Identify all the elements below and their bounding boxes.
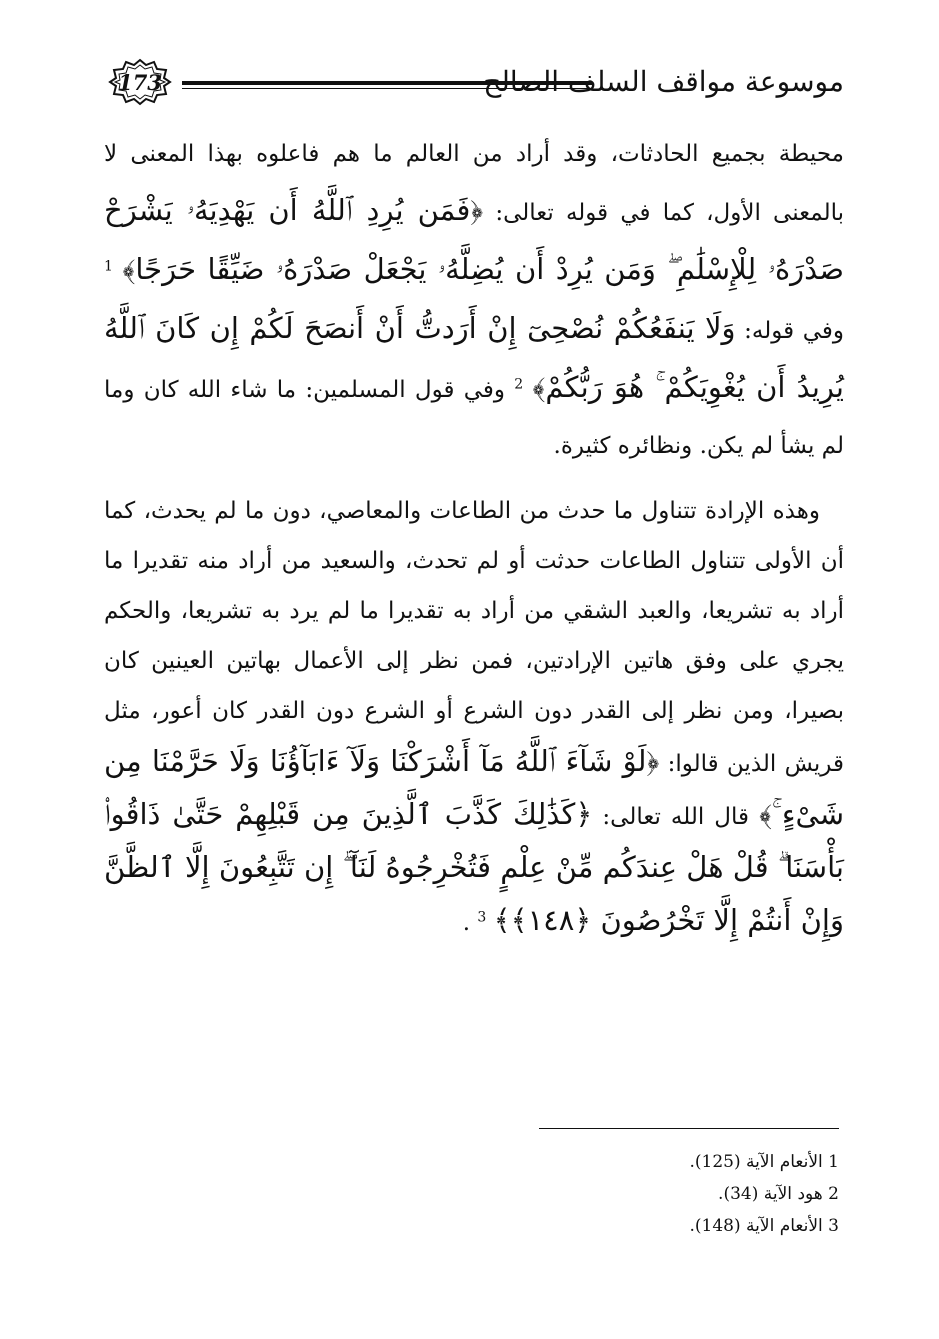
- quran-verse-2: وَلَا يَنفَعُكُمْ نُصْحِىٓ إِنْ أَرَدتُّ أَنْ أَنصَحَ لَكُمْ إِن كَانَ ٱللَّهُ يُرِيدُ أَن يُغْوِيَكُمْ ۚ هُوَ رَبُّكُمْ﴾: [104, 311, 845, 404]
- footnote-separator: [539, 1128, 839, 1129]
- footnote-item: 1 الأنعام الآية (125).: [689, 1152, 839, 1172]
- footnote-reference-2: 2: [514, 376, 524, 393]
- paragraph-2-connector: قال الله تعالى:: [592, 804, 749, 830]
- quran-verse-3: ﴿لَوْ شَآءَ ٱللَّهُ مَآ أَشْرَكْنَا وَلَآ ءَابَآؤُنَا وَلَا حَرَّمْنَا مِن شَىْءٍ ۚ﴾: [104, 744, 845, 831]
- paragraph-2-text: وهذه الإرادة تتناول ما حدث من الطاعات والمعاصي، دون ما لم يحدث، كما أن الأولى تتناول الطاعات حدثت أو لم تحدث، والسعيد من أراد منه تقديرا ما أراد به تشريعا، والعبد الشقي من أراد به تقديرا ما لم يرد به تشريعا، والحكم يجري على وفق هاتين الإرادتين، فمن نظر إلى الأعمال بهاتين العينين كان بصيرا، ومن نظر إلى القدر دون الشرع أو الشرع دون القدر كان أعور، مثل قريش الذين قالوا:: [104, 498, 844, 777]
- footnotes: [539, 1146, 839, 1242]
- quran-verse-4: ﴿كَذَٰلِكَ كَذَّبَ ٱلَّذِينَ مِن قَبْلِهِمْ حَتَّىٰ ذَاقُوا۟ بَأْسَنَا ۗ قُلْ هَلْ عِندَكُم مِّنْ عِلْمٍ فَتُخْرِجُوهُ لَنَآ ۖ إِن تَتَّبِعُونَ إِلَّا ٱلظَّنَّ وَإِنْ أَنتُمْ إِلَّا تَخْرُصُونَ ﴿١٤٨﴾﴾: [104, 797, 844, 937]
- paragraph-1: [104, 126, 844, 474]
- paragraph-2-ending: .: [462, 910, 471, 936]
- page-number-badge: [108, 58, 172, 106]
- footnote-reference-1: 1: [104, 258, 113, 275]
- paragraph-1-intro: محيطة بجميع الحادثات، وقد أراد من العالم ما هم فاعلوه بهذا المعنى لا بالمعنى الأول، كما في قوله تعالى:: [104, 141, 844, 226]
- page-header: [96, 40, 844, 130]
- page-number: 173: [118, 69, 162, 95]
- book-title: موسوعة مواقف السلف الصالح: [483, 65, 844, 98]
- paragraph-2: [104, 486, 844, 948]
- quran-verse-1: ﴿فَمَن يُرِدِ ٱللَّهُ أَن يَهْدِيَهُۥ يَشْرَحْ صَدْرَهُۥ لِلْإِسْلَٰمِ ۖ وَمَن يُرِدْ أَن يُضِلَّهُۥ يَجْعَلْ صَدْرَهُۥ ضَيِّقًا حَرَجًا﴾: [104, 193, 844, 286]
- paragraph-1-ending: وفي قول المسلمين: ما شاء الله كان وما لم يشأ لم يكن. ونظائره كثيرة.: [104, 377, 844, 459]
- paragraph-1-connector: وفي قوله:: [735, 318, 845, 344]
- footnote-item: 2 هود الآية (34).: [718, 1184, 839, 1204]
- footnote-item: 3 الأنعام الآية (148).: [689, 1216, 839, 1236]
- main-text: [104, 126, 844, 960]
- footnote-reference-3: 3: [477, 909, 487, 926]
